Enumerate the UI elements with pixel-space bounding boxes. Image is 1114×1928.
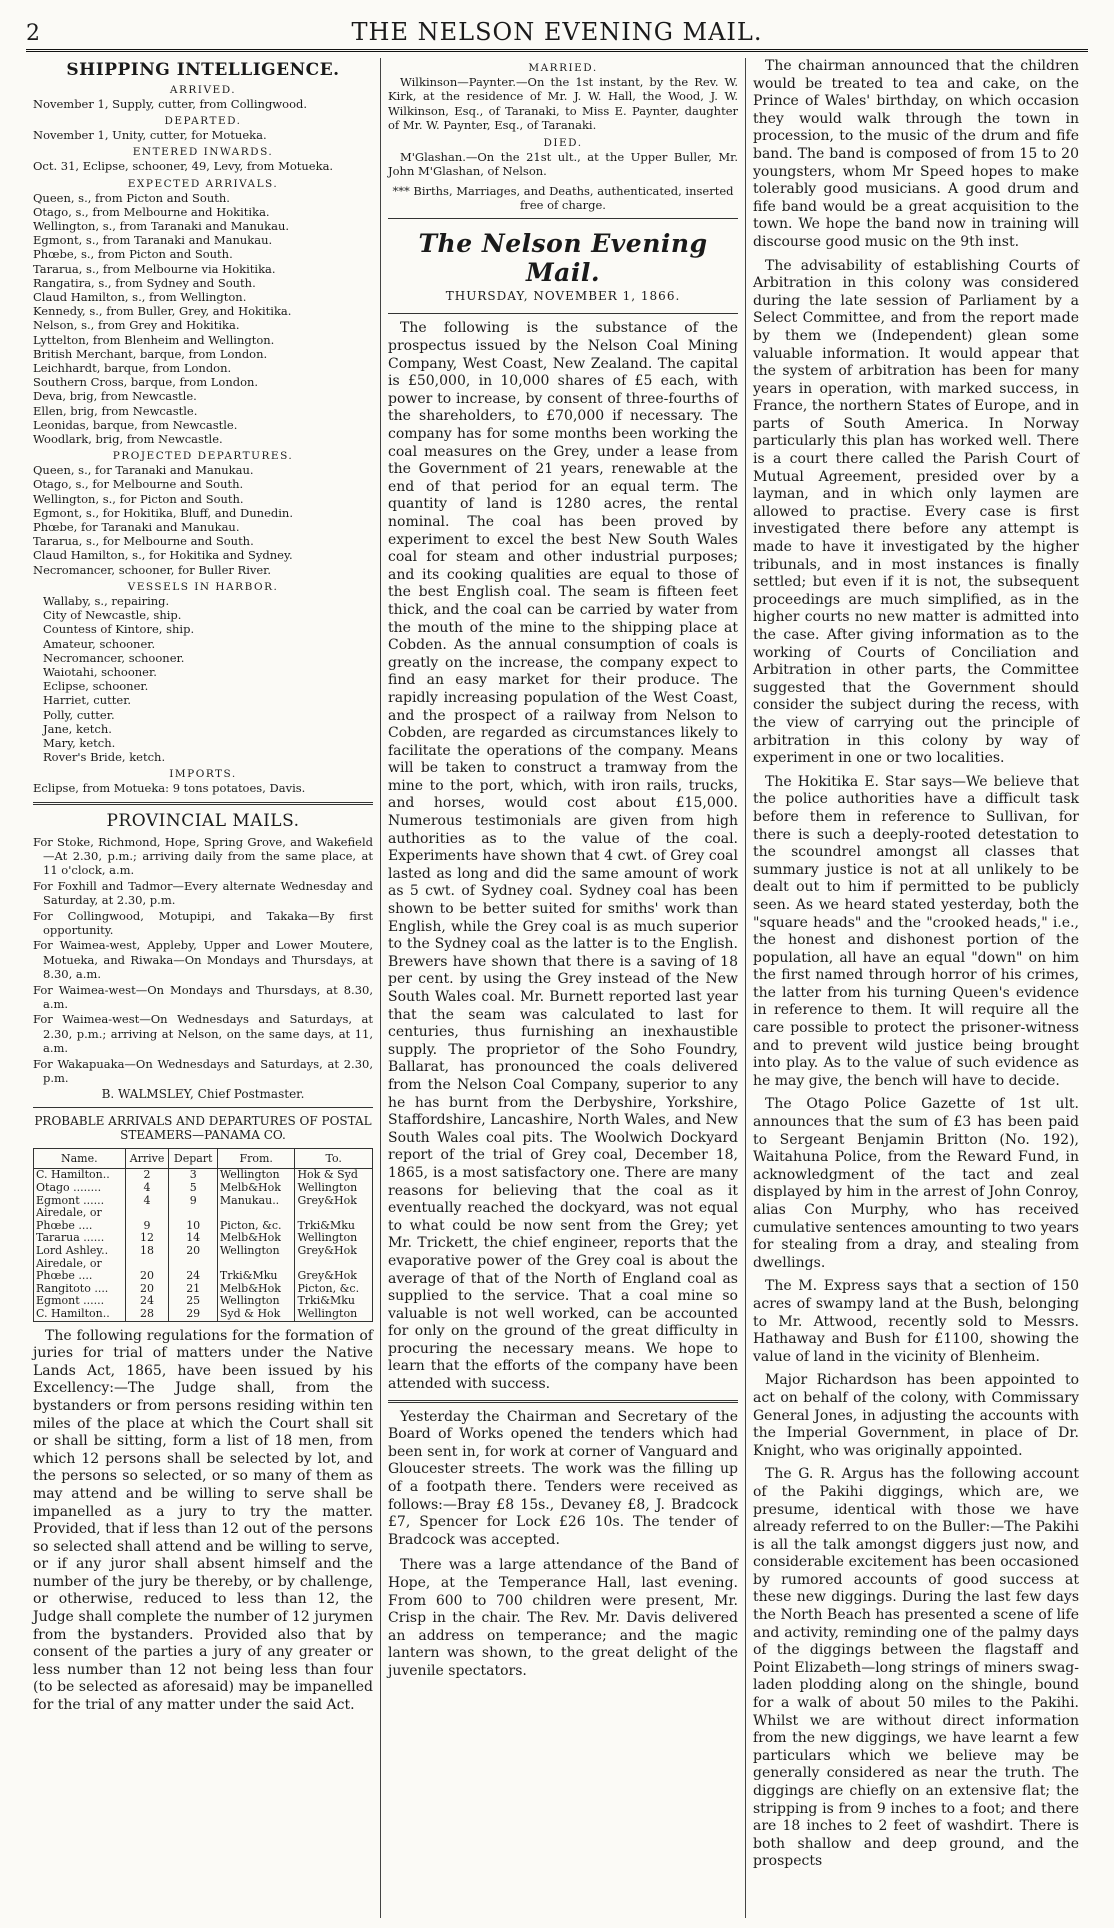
- divider: [388, 313, 738, 314]
- table-cell: [295, 1207, 373, 1220]
- table-cell: Wellington: [217, 1295, 295, 1308]
- list-item: British Merchant, barque, from London.: [33, 346, 268, 361]
- page-number: 2: [26, 21, 40, 46]
- arrived-list: [33, 97, 373, 111]
- table-cell: C. Hamilton..: [34, 1308, 126, 1321]
- list-item: Leonidas, barque, from Newcastle.: [33, 417, 238, 432]
- departed-list: [33, 128, 373, 142]
- coal-company-article: The following is the substance of the prospectus issued by the Nelson Coal Mining Company, West Coast, New Zealand. The capital is £50,000, in 10,000 shares of £5 each, with power to increase, by consent of three-fourths of the shareholders, to £70,000 if necessary. The company has for some months been working the coal measures on the Grey, under a lease from the Government of 21 years, renewable at the end of that period for an equal term. The quantity of land is 1280 acres, the rental nominal. The coal has been proved by experiment to excel the best New South Wales coal for steam and other industrial purposes; and its cooking qualities are equal to those of the best English coal. The seam is fifteen feet thick, and the coal can be carried by water from the mouth of the mine to the shipping place at Cobden. As the annual consumption of coals is greatly on the increase, the company expect to find an easy market for their produce. The rapidly increasing population of the West Coast, and the prospect of a railway from Nelson to Cobden, are regarded as circumstances likely to facilitate the operations of the company. Means will be taken to construct a tramway from the mine to the port, which, with iron rails, trucks, and horses, would cost about £15,000. Numerous testimonials are given from high authorities as to the value of the coal. Experiments have shown that 4 cwt. of Grey coal lasted as long and did the same amount of work as 5 cwt. of Sydney coal. Sydney coal has been shown to be better suited for smiths' work than English, while the Grey coal is as much superior to the Sydney coal as the latter is to the English. Brewers have shown that there is a saving of 18 per cent. by using the Grey instead of the New South Wales coal. Mr. Burnett reported last year that the seam was calculated to last for centuries, thus furnishing an inexhaustible supply. The proprietor of the Soho Foundry, Ballarat, has pronounced the coals delivered from the Nelson Coal Company, superior to any he has burnt from the Derbyshire, Yorkshire, Staffordshire, Lancashire, North Wales, and New South Wales coal pits. The Woolwich Dockyard report of the trial of Grey coal, December 18, 1865, is a most satisfactory one. There are many reasons for believing that the coal as it eventually reached the dockyard, was not equal to what could be now sent from the Grey; yet Mr. Trickett, the chief engineer, reports that the evaporative power of the Grey coal is about the average of that of the North of England coal as supplied to the service. That a coal mine so valuable is not well worked, can be accounted for only on the ground of the great difficulty in procuring the necessary means. We hope to learn that the efforts of the company have been attended with success.: [388, 320, 738, 1393]
- married-heading: MARRIED.: [528, 62, 598, 74]
- list-item: For Wakapuaka—On Wednesdays and Saturdays, at 2.30, p.m.: [33, 1056, 373, 1086]
- table-row: [34, 1245, 373, 1258]
- table-cell: Melb&Hok: [217, 1283, 295, 1296]
- postal-table-title: PROBABLE ARRIVALS AND DEPARTURES OF POSTAL STEAMERS—PANAMA CO.: [34, 1114, 372, 1143]
- table-cell: 4: [125, 1195, 169, 1208]
- list-item: Polly, cutter.: [43, 707, 115, 722]
- col-depart: Depart: [169, 1149, 217, 1169]
- table-cell: [169, 1207, 217, 1220]
- table-cell: [217, 1207, 295, 1220]
- harbor-list: [33, 594, 373, 764]
- table-cell: Picton, &c.: [217, 1220, 295, 1233]
- table-cell: 4: [125, 1182, 169, 1195]
- table-cell: Hok & Syd: [295, 1169, 373, 1182]
- columns: [26, 58, 1088, 1918]
- list-item: For Waimea-west—On Wednesdays and Saturdays, at 2.30, p.m.; arriving at Nelson, on the same days, at 11, a.m.: [33, 1012, 373, 1056]
- table-row: [34, 1182, 373, 1195]
- list-item: Kennedy, s., from Buller, Grey, and Hokitika.: [33, 304, 292, 319]
- list-item: Tararua, s., for Melbourne and South.: [33, 534, 254, 549]
- tenders-article: Yesterday the Chairman and Secretary of the Board of Works opened the tenders which had been sent in, for work at corner of Vanguard and Gloucester streets. The work was the filling up of a footpath there. Tenders were received as follows:—Bray £8 15s., Devaney £8, J. Bradcock £7, Spencer for Lock £26 10s. The tender of Bradcock was accepted.: [388, 1408, 738, 1548]
- mails-title: PROVINCIAL MAILS.: [106, 810, 300, 831]
- table-cell: 12: [125, 1232, 169, 1245]
- list-item: For Waimea-west—On Mondays and Thursdays, at 8.30, a.m.: [33, 982, 373, 1011]
- table-cell: 29: [169, 1308, 217, 1321]
- list-item: Claud Hamilton, s., for Hokitika and Sydney.: [33, 548, 293, 563]
- mails-list: [33, 835, 373, 1086]
- editorial-date: THURSDAY, NOVEMBER 1, 1866.: [445, 289, 681, 304]
- page-header: [26, 18, 1088, 52]
- masthead-title: THE NELSON EVENING MAIL.: [351, 18, 763, 46]
- list-item: Egmont, s., from Taranaki and Manukau.: [33, 233, 273, 248]
- table-cell: Syd & Hok: [217, 1308, 295, 1321]
- list-item: Eclipse, schooner.: [43, 679, 149, 694]
- col-from: From.: [217, 1149, 295, 1169]
- table-cell: Rangitoto ....: [34, 1283, 126, 1296]
- imports-heading: IMPORTS.: [169, 768, 237, 781]
- table-cell: 3: [169, 1169, 217, 1182]
- editorial-masthead: The Nelson Evening Mail.: [418, 229, 708, 288]
- table-cell: 28: [125, 1308, 169, 1321]
- table-row: [34, 1207, 373, 1220]
- imports-list: [33, 781, 373, 795]
- died-heading: DIED.: [543, 136, 583, 149]
- list-item: Rangatira, s., from Sydney and South.: [33, 275, 256, 290]
- list-item: Wallaby, s., repairing.: [43, 593, 170, 608]
- arbitration-article: The advisability of establishing Courts of Arbitration in this colony was considered during the late session of Parliament by a Select Committee, and from the report made by them we (Independent) glean some valuable information. It would appear that the system of arbitration has been for many years in operation, with marked success, in France, the northern States of Europe, and in parts of South America. In Norway particularly this plan has worked well. There is a court there called the Parish Court of Mutual Agreement, presided over by a layman, and in which only laymen are allowed to practise. Every case is first investigated there before any attempt is made to have it investigated by the higher tribunals, and in most instances is finally settled; but even if it is not, the subsequent proceedings are much simplified, as in the higher courts no new matter is admitted into the case. After giving information as to the working of Courts of Conciliation and Arbitration in other parts, the Committee suggested that the Government should consider the subject during the recess, with the view of carrying out the principle of arbitration in this colony by way of experiment in one or two localities.: [753, 257, 1079, 767]
- list-item: Rover's Bride, ketch.: [43, 750, 166, 765]
- table-cell: Airedale, or: [34, 1258, 126, 1271]
- table-cell: 5: [169, 1182, 217, 1195]
- table-cell: 9: [125, 1220, 169, 1233]
- table-cell: Otago ........: [34, 1182, 126, 1195]
- list-item: Deva, brig, from Newcastle.: [33, 389, 197, 404]
- divider: [388, 218, 738, 219]
- table-cell: 2: [125, 1169, 169, 1182]
- table-cell: Egmont ......: [34, 1295, 126, 1308]
- married-notice: Wilkinson—Paynter.—On the 1st instant, by the Rev. W. Kirk, at the residence of Mr. J. W. Hall, the Wood, J. W. Wilkinson, Esq., of Taranaki, to Miss E. Paynter, daughter of Mr. W. Paynter, Esq., of Taranaki.: [388, 75, 738, 133]
- list-item: For Foxhill and Tadmor—Every alternate Wednesday and Saturday, at 2.30, p.m.: [33, 878, 373, 908]
- expected-list: [33, 191, 373, 447]
- expected-heading: EXPECTED ARRIVALS.: [127, 177, 279, 190]
- table-cell: Egmont ......: [34, 1195, 126, 1208]
- table-cell: 10: [169, 1220, 217, 1233]
- list-item: Harriet, cutter.: [43, 693, 132, 708]
- list-item: Southern Cross, barque, from London.: [33, 375, 259, 390]
- table-cell: 24: [125, 1295, 169, 1308]
- departed-heading: DEPARTED.: [164, 115, 242, 128]
- column-3: [746, 58, 1086, 1918]
- list-item: Mary, ketch.: [43, 735, 116, 750]
- table-cell: 20: [169, 1245, 217, 1258]
- column-1: [26, 58, 381, 1918]
- table-cell: 25: [169, 1295, 217, 1308]
- list-item: Necromancer, schooner, for Buller River.: [33, 562, 272, 577]
- land-sale-article: The M. Express says that a section of 150 acres of swampy land at the Bush, belonging to Mr. Attwood, recently sold to Messrs. Hathaway and Bush for £1100, showing the value of land in the vicinity of Blenheim.: [753, 1278, 1079, 1365]
- list-item: Otago, s., from Melbourne and Hokitika.: [33, 204, 270, 219]
- table-cell: Wellington: [295, 1232, 373, 1245]
- arrived-heading: ARRIVED.: [169, 84, 237, 96]
- table-cell: 18: [125, 1245, 169, 1258]
- list-item: Otago, s., for Melbourne and South.: [33, 477, 244, 492]
- list-item: City of Newcastle, ship.: [43, 608, 182, 623]
- shipping-title: SHIPPING INTELLIGENCE.: [66, 60, 340, 80]
- police-gazette-article: The Otago Police Gazette of 1st ult. announces that the sum of £3 has been paid to Sergeant Benjamin Britton (No. 192), Waitahuna Police, from the Reward Fund, in acknowledgment of the tact and zeal displayed by him in the arrest of John Conroy, alias Con Murphy, who has received cumulative sentences amounting to two years for stealing from a dray, and stealing from dwellings.: [753, 1096, 1079, 1271]
- list-item: Queen, s., for Taranaki and Manukau.: [33, 463, 254, 478]
- list-item: November 1, Unity, cutter, for Motueka.: [33, 128, 267, 143]
- list-item: Nelson, s., from Grey and Hokitika.: [33, 318, 240, 333]
- col-name: Name.: [34, 1149, 126, 1169]
- table-row: [34, 1308, 373, 1321]
- table-cell: 9: [169, 1195, 217, 1208]
- list-item: Jane, ketch.: [43, 721, 112, 736]
- divider: [388, 1400, 738, 1403]
- list-item: Leichhardt, barque, from London.: [33, 361, 232, 376]
- sullivan-article: The Hokitika E. Star says—We believe that the police authorities have a difficult task before them in reference to Sullivan, for there is such a deeply-rooted detestation to the scoundrel amongst all classes that summary justice is not at all unlikely to be dealt out to him if permitted to be publicly seen. As we heard stated yesterday, both the "square heads" and the "crooked heads," i.e., the honest and dishonest portion of the population, all have an equal "down" on him the first named through horror of his crimes, the latter from his turning Queen's evidence in reference to them. It will require all the care possible to protect the prisoner-witness and to prevent wild justice being brought into play. As to the value of such evidence as he may give, the bench will have to decide.: [753, 773, 1079, 1089]
- table-cell: Melb&Hok: [217, 1182, 295, 1195]
- free-insertion-notice: *** Births, Marriages, and Deaths, authenticated, inserted free of charge.: [392, 184, 734, 213]
- divider: [33, 1107, 373, 1108]
- list-item: Egmont, s., for Hokitika, Bluff, and Dunedin.: [33, 505, 293, 520]
- table-cell: [125, 1207, 169, 1220]
- table-cell: Melb&Hok: [217, 1232, 295, 1245]
- col-arrive: Arrive: [125, 1149, 169, 1169]
- table-cell: 20: [125, 1270, 169, 1283]
- list-item: Phœbe, s., from Picton and South.: [33, 247, 233, 262]
- table-cell: Wellington: [295, 1308, 373, 1321]
- list-item: Phœbe, for Taranaki and Manukau.: [33, 520, 240, 535]
- table-cell: 20: [125, 1283, 169, 1296]
- table-cell: Grey&Hok: [295, 1245, 373, 1258]
- list-item: November 1, Supply, cutter, from Collingwood.: [33, 97, 308, 111]
- table-cell: Grey&Hok: [295, 1270, 373, 1283]
- list-item: For Collingwood, Motupipi, and Takaka—By first opportunity.: [33, 908, 373, 937]
- divider: [33, 802, 373, 805]
- table-cell: Manukau..: [217, 1195, 295, 1208]
- table-cell: Trki&Mku: [217, 1270, 295, 1283]
- table-header-row: [34, 1149, 373, 1169]
- richardson-article: Major Richardson has been appointed to act on behalf of the colony, with Commissary General Jones, in adjusting the accounts with the Imperial Government, in place of Dr. Knight, who was originally appointed.: [753, 1372, 1079, 1459]
- table-cell: Wellington: [217, 1169, 295, 1182]
- table-cell: Tararua ......: [34, 1232, 126, 1245]
- table-cell: Phœbe ....: [34, 1270, 126, 1283]
- list-item: Ellen, brig, from Newcastle.: [33, 403, 198, 418]
- table-cell: Grey&Hok: [295, 1195, 373, 1208]
- list-item: Necromancer, schooner.: [43, 650, 185, 665]
- table-cell: Wellington: [217, 1245, 295, 1258]
- table-cell: Picton, &c.: [295, 1283, 373, 1296]
- juries-article: The following regulations for the formation of juries for trial of matters under the Native Lands Act, 1865, have been issued by his Excellency:—The Judge shall, from the bystanders or from persons residing within ten miles of the place at which the Court shall sit or shall be sitting, form a list of 18 men, from which 12 persons shall be selected by lot, and the persons so selected, or so many of them as may attend and be willing to serve shall be impanelled as a jury to try the matter. Provided, that if less than 12 out of the persons so selected shall attend and be willing to serve, or if any juror shall absent himself and the number of the jury be thereby, or by challenge, or otherwise, reduced to less than 12, the Judge shall complete the number of 12 jurymen from the bystanders. Provided also that by consent of the parties a jury of any greater or less number than 12 not being less than four (to be selected as aforesaid) may be impanelled for the trial of any matter under the said Act.: [33, 1327, 373, 1714]
- entered-list: [33, 159, 373, 173]
- table-cell: C. Hamilton..: [34, 1169, 126, 1182]
- table-cell: 21: [169, 1283, 217, 1296]
- projected-list: [33, 463, 373, 577]
- table-cell: 24: [169, 1270, 217, 1283]
- band-of-hope-article: There was a large attendance of the Band of Hope, at the Temperance Hall, last evening. From 600 to 700 children were present, Mr. Crisp in the chair. The Rev. Mr. Davis delivered an address on temperance; and the magic lantern was shown, to the great delight of the juvenile spectators.: [388, 1557, 738, 1679]
- pakihi-diggings-article: The G. R. Argus has the following account of the Pakihi diggings, which are, we presume, identical with those we have already referred to on the Buller:—The Pakihi is all the talk amongst diggers just now, and considerable excitement has been occasioned by rumored accounts of good success at these new diggings. During the last few days the North Beach has presented a scene of life and activity, reminding one of the palmy days of the diggings between the flagstaff and Point Elizabeth—long strings of miners swag-laden plodding along on the shingle, bound for a walk of about 50 miles to the Pakihi. Whilst we are without direct information from the new diggings, we have learnt a few particulars which we believe may be generally considered as near the truth. The diggings are chiefly on an extensive flat; the stripping is from 9 inches to a foot; and there are 18 inches to 2 feet of washdirt. There is both shallow and deep ground, and the prospects: [753, 1466, 1079, 1870]
- list-item: Countess of Kintore, ship.: [43, 622, 195, 637]
- band-article-continued: The chairman announced that the children would be treated to tea and cake, on the Prince of Wales' birthday, on which occasion they would walk through the town in procession, to the music of the drum and fife band. The band is composed of from 15 to 20 youngsters, whom Mr Speed hopes to make tolerably good musicians. A good drum and fife band would be a great acquisition to the town. We hope the band now in training will discourse good music on the 9th inst.: [753, 58, 1079, 250]
- column-2: [381, 58, 746, 1918]
- table-cell: Phœbe ....: [34, 1220, 126, 1233]
- postal-steamers-table: [33, 1148, 373, 1321]
- table-cell: Trki&Mku: [295, 1295, 373, 1308]
- list-item: For Waimea-west, Appleby, Upper and Lower Moutere, Motueka, and Riwaka—On Mondays and Thursdays, at 8.30, a.m.: [33, 938, 373, 982]
- died-notice: M'Glashan.—On the 21st ult., at the Upper Buller, Mr. John M'Glashan, of Nelson.: [388, 149, 738, 179]
- list-item: Eclipse, from Motueka: 9 tons potatoes, Davis.: [33, 781, 306, 796]
- table-cell: Wellington: [295, 1182, 373, 1195]
- list-item: Tararua, s., from Melbourne via Hokitika.: [33, 261, 276, 276]
- table-cell: Trki&Mku: [295, 1220, 373, 1233]
- list-item: For Stoke, Richmond, Hope, Spring Grove, and Wakefield—At 2.30, p.m.; arriving daily from the same place, at 11 o'clock, a.m.: [33, 834, 373, 878]
- list-item: Lyttelton, from Blenheim and Wellington.: [33, 332, 275, 347]
- list-item: Queen, s., from Picton and South.: [33, 190, 230, 205]
- col-to: To.: [295, 1149, 373, 1169]
- list-item: Wellington, s., from Taranaki and Manukau.: [33, 219, 290, 234]
- table-cell: Airedale, or: [34, 1207, 126, 1220]
- list-item: Amateur, schooner.: [43, 636, 156, 651]
- list-item: Wellington, s., for Picton and South.: [33, 491, 244, 506]
- projected-heading: PROJECTED DEPARTURES.: [112, 450, 294, 463]
- postmaster-signature: B. WALMSLEY, Chief Postmaster.: [101, 1087, 305, 1102]
- list-item: Waiotahi, schooner.: [43, 664, 157, 679]
- list-item: Claud Hamilton, s., from Wellington.: [33, 290, 247, 305]
- table-cell: Lord Ashley..: [34, 1245, 126, 1258]
- postal-table-body: [34, 1169, 373, 1321]
- list-item: Woodlark, brig, from Newcastle.: [33, 432, 223, 447]
- table-row: [34, 1270, 373, 1283]
- list-item: Oct. 31, Eclipse, schooner, 49, Levy, from Motueka.: [33, 159, 334, 174]
- entered-heading: ENTERED INWARDS.: [132, 146, 274, 159]
- table-cell: 14: [169, 1232, 217, 1245]
- harbor-heading: VESSELS IN HARBOR.: [127, 580, 279, 593]
